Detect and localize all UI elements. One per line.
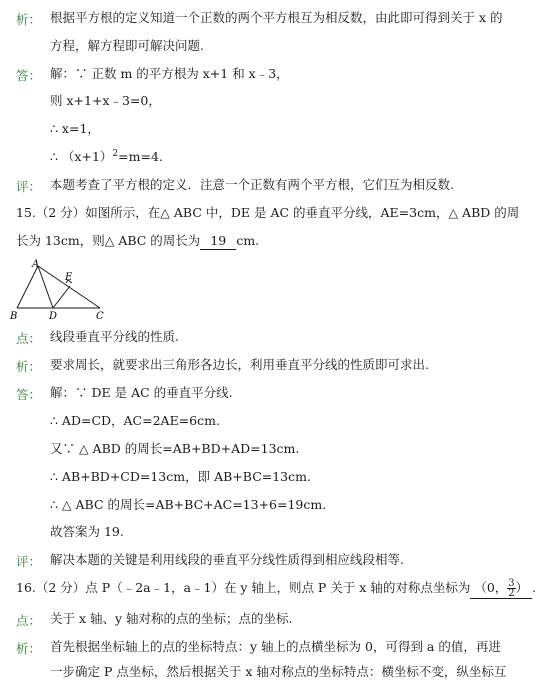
- q16-analysis-line-1: 首先根据坐标轴上的点的坐标特点：y 轴上的点横坐标为 0，可得到 a 的值，再进: [50, 639, 501, 654]
- answer-tag: 答：: [16, 68, 42, 83]
- q14-answer-line-3: ∴ x=1，: [50, 121, 100, 136]
- q16-answer-fraction: [507, 579, 515, 598]
- q16-point: 关于 x 轴、y 轴对称的点的坐标；点的坐标.: [50, 611, 293, 626]
- q15-answer-line-4: ∴ AB+BD+CD=13cm，即 AB+BC=13cm.: [50, 469, 311, 484]
- q14-comment: 本题考查了平方根的定义．注意一个正数有两个平方根，它们互为相反数.: [50, 177, 454, 192]
- analysis-tag: 析：: [16, 12, 42, 27]
- q14-analysis-line-2: 方程，解方程即可解决问题.: [50, 38, 204, 53]
- point-tag: 点：: [16, 331, 42, 346]
- q15-answer-blank: 19: [200, 233, 236, 250]
- q15-answer-line-2: ∴ AD=CD，AC=2AE=6cm.: [50, 413, 220, 428]
- triangle-figure: [10, 258, 110, 320]
- q15-comment: 解决本题的关键是利用线段的垂直平分线性质得到相应线段相等.: [50, 552, 404, 567]
- q14-answer-4-rest: =m=4.: [118, 149, 163, 164]
- q14-answer-line-1: 解：∵ 正数 m 的平方根为 x+1 和 x﹣3，: [50, 66, 289, 81]
- segment-ad: [38, 266, 53, 308]
- q14-answer-4-exponent: 2: [112, 148, 119, 159]
- q16-answer-open: （0，: [474, 580, 508, 595]
- q14-answer-4-base: ∴ （x+1）: [50, 149, 113, 164]
- side-ab: [17, 266, 38, 308]
- q15-stem-text: 长为 13cm，则△ ABC 的周长为: [16, 233, 201, 248]
- q15-stem-unit: cm.: [236, 233, 260, 248]
- q16-answer-close: ）: [515, 580, 529, 595]
- q15-answer-line-5: ∴ △ ABC 的周长=AB+BC+AC=13+6=19cm.: [50, 497, 327, 512]
- q15-analysis: 要求周长，就要求出三角形各边长，利用垂直平分线的性质即可求出.: [50, 357, 429, 372]
- analysis-tag: 析：: [16, 359, 42, 374]
- answer-tag: 答：: [16, 387, 42, 402]
- q15-answer-line-6: 故答案为 19.: [50, 524, 124, 539]
- comment-tag: 评：: [16, 179, 42, 194]
- segment-de: [53, 286, 70, 308]
- q16-stem-end: .: [532, 580, 536, 595]
- q16-analysis-line-2: 一步确定 P 点坐标，然后根据关于 x 轴对称点的坐标特点：横坐标不变，纵坐标互: [50, 664, 507, 679]
- q15-stem-line-1: 15.（2 分）如图所示，在△ ABC 中，DE 是 AC 的垂直平分线，AE=3cm，△ ABD 的周: [16, 205, 520, 220]
- q14-answer-line-4: [50, 149, 163, 165]
- q16-stem: [16, 579, 536, 601]
- fraction-denominator: 2: [508, 588, 515, 599]
- label-d: D: [49, 311, 58, 322]
- point-tag: 点：: [16, 613, 42, 628]
- q16-answer-blank: [470, 579, 532, 599]
- label-e: E: [65, 272, 73, 283]
- q15-stem-line-2: [16, 233, 259, 250]
- label-a: A: [32, 259, 40, 270]
- q15-answer-line-3: 又∵ △ ABD 的周长=AB+BD+AD=13cm.: [50, 441, 300, 456]
- q15-point: 线段垂直平分线的性质.: [50, 329, 179, 344]
- label-c: C: [96, 311, 104, 322]
- q16-stem-text: 16.（2 分）点 P（﹣2a﹣1，a﹣1）在 y 轴上，则点 P 关于 x 轴的对称点坐标为: [16, 580, 471, 595]
- q15-answer-line-1: 解：∵ DE 是 AC 的垂直平分线.: [50, 385, 233, 400]
- q14-answer-line-2: 则 x+1+x﹣3=0，: [50, 93, 161, 108]
- fraction-numerator: 3: [508, 578, 515, 589]
- comment-tag: 评：: [16, 554, 42, 569]
- q14-analysis-line-1: 根据平方根的定义知道一个正数的两个平方根互为相反数，由此即可得到关于 x 的: [50, 10, 503, 25]
- label-b: B: [10, 311, 18, 322]
- analysis-tag: 析：: [16, 641, 42, 656]
